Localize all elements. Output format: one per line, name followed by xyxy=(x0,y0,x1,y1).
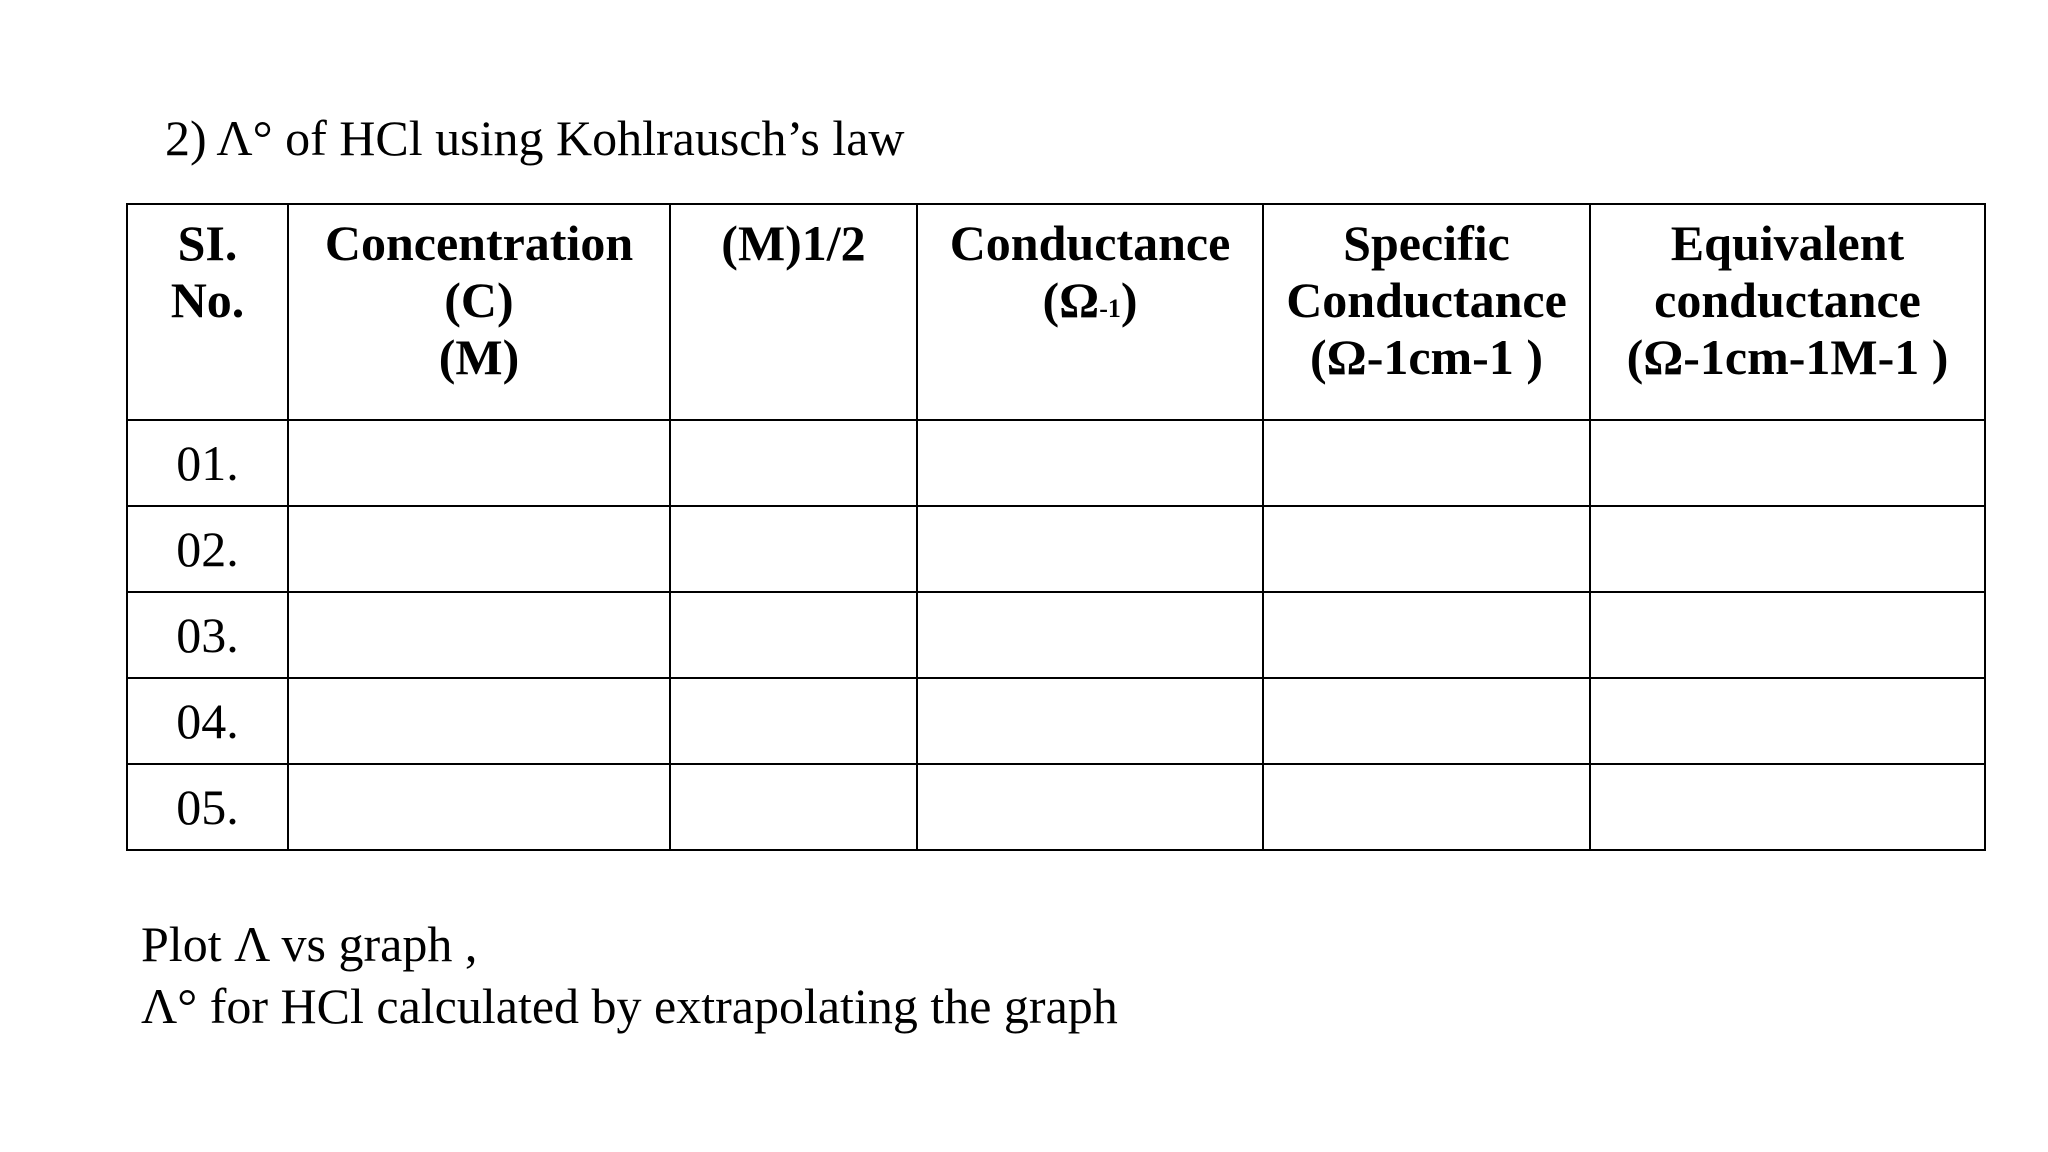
table-row xyxy=(127,420,1985,506)
conductance-cell[interactable] xyxy=(917,506,1263,592)
sqrt-concentration-cell[interactable] xyxy=(670,764,917,850)
sl-no-cell: 02. xyxy=(127,506,288,592)
sl-no-cell: 05. xyxy=(127,764,288,850)
header-conductance: Conductance (Ω-1) xyxy=(917,204,1263,420)
specific-conductance-cell[interactable] xyxy=(1263,420,1590,506)
header-equivalent-conductance: Equivalent conductance (Ω-1cm-1M-1 ) xyxy=(1590,204,1985,420)
header-specific-conductance: Specific Conductance (Ω-1cm-1 ) xyxy=(1263,204,1590,420)
equivalent-conductance-cell[interactable] xyxy=(1590,592,1985,678)
observation-table xyxy=(126,203,1986,851)
table-row xyxy=(127,764,1985,850)
specific-conductance-cell[interactable] xyxy=(1263,592,1590,678)
sl-no-cell: 04. xyxy=(127,678,288,764)
equivalent-conductance-cell[interactable] xyxy=(1590,506,1985,592)
equivalent-conductance-cell[interactable] xyxy=(1590,420,1985,506)
concentration-cell[interactable] xyxy=(288,592,670,678)
table-row xyxy=(127,592,1985,678)
equivalent-conductance-cell[interactable] xyxy=(1590,678,1985,764)
specific-conductance-cell[interactable] xyxy=(1263,678,1590,764)
concentration-cell[interactable] xyxy=(288,506,670,592)
header-sqrt-concentration: (M)1/2 xyxy=(670,204,917,420)
header-sl-no: SI. No. xyxy=(127,204,288,420)
sl-no-cell: 01. xyxy=(127,420,288,506)
sl-no-cell: 03. xyxy=(127,592,288,678)
sqrt-concentration-cell[interactable] xyxy=(670,506,917,592)
conductance-cell[interactable] xyxy=(917,764,1263,850)
extrapolation-note: Λ° for HCl calculated by extrapolating the graph xyxy=(141,978,1118,1034)
plot-instruction: Plot Λ vs graph , xyxy=(141,916,478,972)
conductance-cell[interactable] xyxy=(917,592,1263,678)
concentration-cell[interactable] xyxy=(288,678,670,764)
table-row xyxy=(127,506,1985,592)
conductance-cell[interactable] xyxy=(917,678,1263,764)
page-heading: 2) Λ° of HCl using Kohlrausch’s law xyxy=(165,110,905,166)
sqrt-concentration-cell[interactable] xyxy=(670,420,917,506)
conductance-cell[interactable] xyxy=(917,420,1263,506)
specific-conductance-cell[interactable] xyxy=(1263,764,1590,850)
concentration-cell[interactable] xyxy=(288,420,670,506)
conductance-unit: (Ω-1) xyxy=(1042,272,1138,328)
concentration-cell[interactable] xyxy=(288,764,670,850)
table-row xyxy=(127,678,1985,764)
equivalent-conductance-cell[interactable] xyxy=(1590,764,1985,850)
header-concentration: Concentration (C) (M) xyxy=(288,204,670,420)
sqrt-concentration-cell[interactable] xyxy=(670,678,917,764)
table-header-row xyxy=(127,204,1985,420)
specific-conductance-cell[interactable] xyxy=(1263,506,1590,592)
sqrt-concentration-cell[interactable] xyxy=(670,592,917,678)
